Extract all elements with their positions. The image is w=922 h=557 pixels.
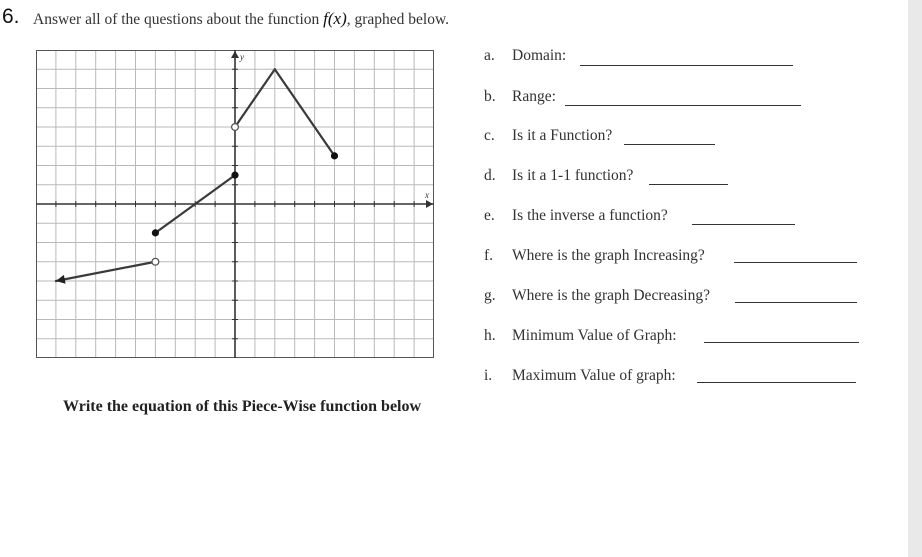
function-segment bbox=[56, 262, 155, 281]
answer-blank-e[interactable] bbox=[692, 224, 795, 225]
question-i bbox=[484, 367, 676, 385]
prompt-text: Answer all of the questions about the function bbox=[33, 11, 320, 28]
closed-endpoint bbox=[331, 152, 338, 159]
answer-blank-a[interactable] bbox=[580, 65, 793, 66]
x-axis-label: x bbox=[425, 190, 429, 200]
question-letter: i. bbox=[484, 367, 493, 384]
question-number: 6. bbox=[2, 5, 20, 28]
question-letter: c. bbox=[484, 127, 495, 144]
y-axis-arrow bbox=[231, 51, 239, 58]
question-c bbox=[484, 127, 612, 145]
answer-blank-g[interactable] bbox=[735, 302, 857, 303]
answer-blank-i[interactable] bbox=[697, 382, 856, 383]
y-axis-label: y bbox=[240, 52, 244, 62]
graph-segments bbox=[56, 69, 338, 283]
question-letter: a. bbox=[484, 47, 495, 64]
answer-blank-h[interactable] bbox=[704, 342, 859, 343]
answer-blank-d[interactable] bbox=[649, 184, 728, 185]
answer-blank-b[interactable] bbox=[565, 105, 801, 106]
question-text: Range: bbox=[512, 88, 556, 105]
question-prompt bbox=[33, 9, 449, 29]
question-a bbox=[484, 47, 566, 65]
question-letter: b. bbox=[484, 88, 496, 105]
scrollbar-track bbox=[908, 0, 922, 557]
closed-endpoint bbox=[152, 229, 159, 236]
question-text: Minimum Value of Graph: bbox=[512, 327, 677, 344]
question-h bbox=[484, 327, 677, 345]
question-g bbox=[484, 287, 710, 305]
question-text: Is it a 1-1 function? bbox=[512, 167, 634, 184]
segment-arrow bbox=[56, 275, 66, 284]
x-axis-arrow bbox=[426, 200, 433, 208]
question-d bbox=[484, 167, 633, 185]
question-text: Maximum Value of graph: bbox=[512, 367, 676, 384]
function-segment bbox=[275, 69, 335, 156]
open-endpoint bbox=[152, 258, 159, 265]
open-endpoint bbox=[232, 124, 239, 131]
prompt-suffix: , graphed below. bbox=[346, 11, 450, 28]
closed-endpoint bbox=[231, 172, 238, 179]
question-text: Where is the graph Increasing? bbox=[512, 247, 705, 264]
question-text: Is it a Function? bbox=[512, 127, 613, 144]
question-f bbox=[484, 247, 705, 265]
question-text: Is the inverse a function? bbox=[512, 207, 668, 224]
question-letter: e. bbox=[484, 207, 495, 224]
question-letter: h. bbox=[484, 327, 496, 344]
question-b bbox=[484, 88, 556, 106]
piecewise-instruction: Write the equation of this Piece-Wise function below bbox=[63, 398, 422, 415]
function-graph bbox=[36, 50, 434, 358]
question-letter: g. bbox=[484, 287, 496, 304]
question-letter: d. bbox=[484, 167, 496, 184]
question-text: Domain: bbox=[512, 47, 567, 64]
question-letter: f. bbox=[484, 247, 494, 264]
answer-blank-c[interactable] bbox=[624, 144, 715, 145]
question-text: Where is the graph Decreasing? bbox=[512, 287, 710, 304]
function-name: f(x) bbox=[323, 9, 347, 28]
question-e bbox=[484, 207, 668, 225]
answer-blank-f[interactable] bbox=[734, 262, 857, 263]
